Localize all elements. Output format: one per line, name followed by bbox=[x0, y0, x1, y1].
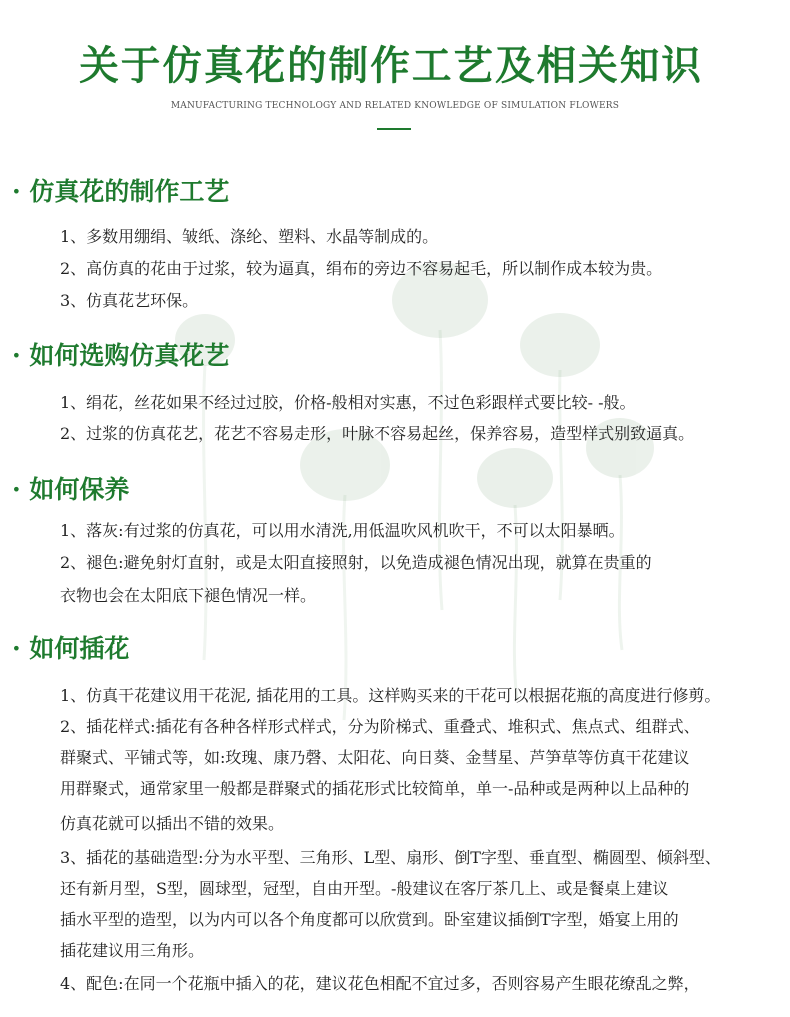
text-line: 2、高仿真的花由于过浆，较为逼真，绢布的旁边不容易起毛，所以制作成本较为贵。 bbox=[60, 259, 663, 278]
text-line: 3、插花的基础造型:分为水平型、三角形、L型、扇形、倒T字型、垂直型、椭圆型、倾斜型、 bbox=[60, 848, 721, 867]
text-line: 群聚式、平铺式等，如:玫瑰、康乃磬、太阳花、向日葵、金彗星、芦笋草等仿真干花建议 bbox=[60, 748, 690, 767]
title-divider bbox=[377, 128, 411, 130]
text-line: 仿真花就可以插出不错的效果。 bbox=[60, 814, 285, 833]
page-title: 关于仿真花的制作工艺及相关知识 bbox=[79, 42, 703, 89]
section-heading-maintenance: · 如何保养 bbox=[12, 475, 130, 504]
page-subtitle: MANUFACTURING TECHNOLOGY AND RELATED KNOWLEDGE OF SIMULATION FLOWERS bbox=[170, 101, 620, 111]
text-line: 还有新月型，S型，圆球型，冠型，自由开型。-般建议在客厅茶几上、或是餐桌上建议 bbox=[60, 879, 669, 898]
text-line: 4、配色:在同一个花瓶中插入的花，建议花色相配不宜过多，否则容易产生眼花缭乱之弊， bbox=[60, 974, 700, 993]
text-line: 1、仿真干花建议用干花泥, 插花用的工具。这样购买来的干花可以根据花瓶的高度进行修剪。 bbox=[60, 686, 721, 705]
text-line: 插水平型的造型，以为内可以各个角度都可以欣赏到。卧室建议插倒T字型，婚宴上用的 bbox=[60, 910, 679, 929]
text-line: 用群聚式，通常家里一般都是群聚式的插花形式比较简单，单一-品种或是两种以上品种的 bbox=[60, 779, 690, 798]
section-heading-manufacturing: · 仿真花的制作工艺 bbox=[12, 177, 230, 206]
text-line: 2、褪色:避免射灯直射，或是太阳直接照射，以免造成褪色情况出现，就算在贵重的 bbox=[60, 553, 652, 572]
text-line: 3、仿真花艺环保。 bbox=[60, 291, 199, 310]
text-line: 1、绢花，丝花如果不经过过胶，价格-般相对实惠，不过色彩跟样式要比较- -般。 bbox=[60, 393, 636, 412]
text-line: 衣物也会在太阳底下褪色情况一样。 bbox=[60, 586, 317, 605]
text-line: 1、落灰:有过浆的仿真花，可以用水清洗,用低温吹风机吹干，不可以太阳暴晒。 bbox=[60, 521, 625, 540]
text-line: 1、多数用绷绢、皱纸、涤纶、塑料、水晶等制成的。 bbox=[60, 227, 439, 246]
section-heading-buying: · 如何选购仿真花艺 bbox=[12, 341, 230, 370]
text-line: 插花建议用三角形。 bbox=[60, 941, 205, 960]
text-line: 2、插花样式:插花有各种各样形式样式，分为阶梯式、重叠式、堆积式、焦点式、组群式、 bbox=[60, 717, 700, 736]
text-line: 2、过浆的仿真花艺，花艺不容易走形，叶脉不容易起丝，保养容易，造型样式别致逼真。 bbox=[60, 424, 695, 443]
section-heading-arranging: · 如何插花 bbox=[12, 634, 130, 663]
